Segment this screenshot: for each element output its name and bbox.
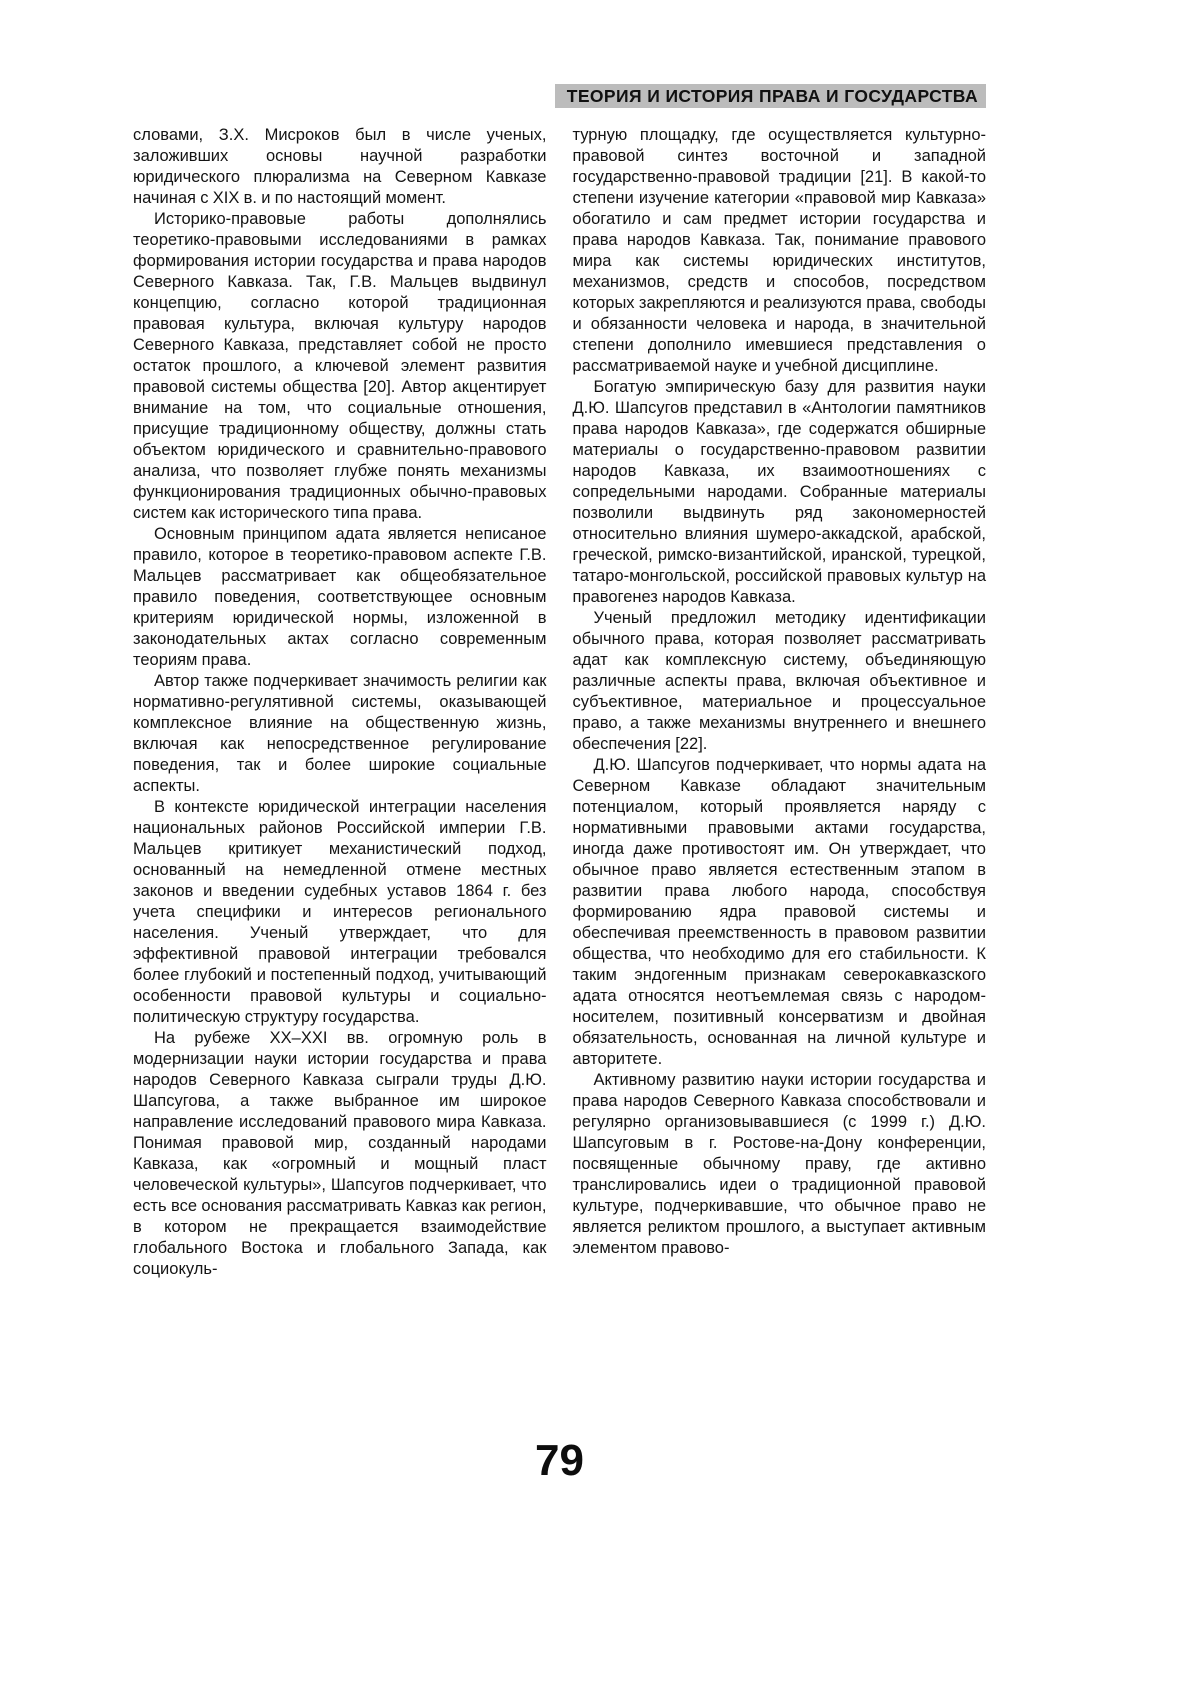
paragraph: Д.Ю. Шапсугов подчеркивает, что нормы адата на Северном Кавказе обладают значительным потенциалом, который проявляется наряду с нормативными правовыми актами государства, иногда даже противостоят им. Он утверждает, что обычное право является естественным этапом в развитии права любого народа, способствуя формированию ядра правовой системы и обеспечивая преемственность в правовом развитии общества, что необходимо для его стабильности. К таким эндогенным признакам северокавказского адата относятся неотъемлемая связь с народом-носителем, позитивный консерватизм и двойная обязательность, основанная на личной культуре и авторитете. bbox=[572, 756, 986, 1068]
paragraph: словами, З.Х. Мисроков был в числе ученых, заложивших основы научной разработки юридического плюрализма на Северном Кавказе начиная с XIX в. и по настоящий момент. bbox=[133, 126, 547, 207]
paragraph: Активному развитию науки истории государства и права народов Северного Кавказа способствовали и регулярно организовывавшиеся (с 1999 г.) Д.Ю. Шапсуговым в г. Ростове-на-Дону конференции, посвященные обычному праву, где активно транслировались идеи о традиционной правовой культуре, подчеркивавшие, что обычное право не является реликтом прошлого, а выступает активным элементом правово- bbox=[572, 1071, 986, 1257]
document-page bbox=[133, 84, 986, 1485]
right-column bbox=[573, 125, 987, 1280]
paragraph: Ученый предложил методику идентификации обычного права, которая позволяет рассматривать адат как комплексную систему, объединяющую различные аспекты права, включая объективное и субъективное, материальное и процессуальное право, а также механизмы внутреннего и внешнего обеспечения [22]. bbox=[572, 609, 986, 753]
page-number: 79 bbox=[535, 1436, 584, 1485]
paragraph: В контексте юридической интеграции населения национальных районов Российской империи Г.В. Мальцев критикует механистический подход, основанный на немедленной отмене местных законов и введении судебных уставов 1864 г. без учета специфики и интересов регионального населения. Ученый утверждает, что для эффективной правовой интеграции требовался более глубокий и постепенный подход, учитывающий особенности правовой культуры и социально-политическую структуру государства. bbox=[133, 798, 547, 1026]
left-column bbox=[133, 125, 547, 1280]
paragraph: На рубеже XX–XXI вв. огромную роль в модернизации науки истории государства и права народов Северного Кавказа сыграли труды Д.Ю. Шапсугова, а также выбранное им широкое направление исследований правового мира Кавказа. Понимая правовой мир, созданный народами Кавказа, как «огромный и мощный пласт человеческой культуры», Шапсугов подчеркивает, что есть все основания рассматривать Кавказ как регион, в котором не прекращается взаимодействие глобального Востока и глобального Запада, как социокуль- bbox=[133, 1029, 547, 1278]
text-columns bbox=[133, 125, 986, 1280]
running-header bbox=[133, 84, 986, 108]
paragraph: Основным принципом адата является неписаное правило, которое в теоретико-правовом аспекте Г.В. Мальцев рассматривает как общеобязательное правило поведения, соответствующее основным критериям юридической нормы, изложенной в законодательных актах согласно современным теориям права. bbox=[133, 525, 547, 669]
paragraph: Богатую эмпирическую базу для развития науки Д.Ю. Шапсугов представил в «Антологии памятников права народов Кавказа», где содержатся обширные материалы о государственно-правовом развитии народов Кавказа, их взаимоотношениях с сопредельными народами. Собранные материалы позволили выдвинуть ряд закономерностей относительно влияния шумеро-аккадской, арабской, греческой, римско-византийской, иранской, турецкой, татаро-монгольской, российской правовых культур на правогенез народов Кавказа. bbox=[572, 378, 986, 606]
running-header-title: ТЕОРИЯ И ИСТОРИЯ ПРАВА И ГОСУДАРСТВА bbox=[555, 84, 986, 108]
paragraph: турную площадку, где осуществляется культурно-правовой синтез восточной и западной государственно-правовой традиции [21]. В какой-то степени изучение категории «правовой мир Кавказа» обогатило и сам предмет истории государства и права народов Кавказа. Так, понимание правового мира как системы юридических институтов, механизмов, средств и способов, посредством которых закрепляются и реализуются права, свободы и обязанности человека и народа, в значительной степени дополнило имевшиеся представления о рассматриваемой науке и учебной дисциплине. bbox=[572, 126, 986, 375]
paragraph: Историко-правовые работы дополнялись теоретико-правовыми исследованиями в рамках формирования истории государства и права народов Северного Кавказа. Так, Г.В. Мальцев выдвинул концепцию, согласно которой традиционная правовая культура, включая культуру народов Северного Кавказа, представляет собой не просто остаток прошлого, а ключевой элемент развития правовой системы общества [20]. Автор акцентирует внимание на том, что социальные отношения, присущие традиционному обществу, должны стать объектом юридического и сравнительно-правового анализа, что позволяет глубже понять механизмы функционирования традиционных обычно-правовых систем как исторического типа права. bbox=[133, 210, 547, 522]
paragraph: Автор также подчеркивает значимость религии как нормативно-регулятивной системы, оказывающей комплексное влияние на общественную жизнь, включая как непосредственное регулирование поведения, так и более широкие социальные аспекты. bbox=[133, 672, 547, 795]
